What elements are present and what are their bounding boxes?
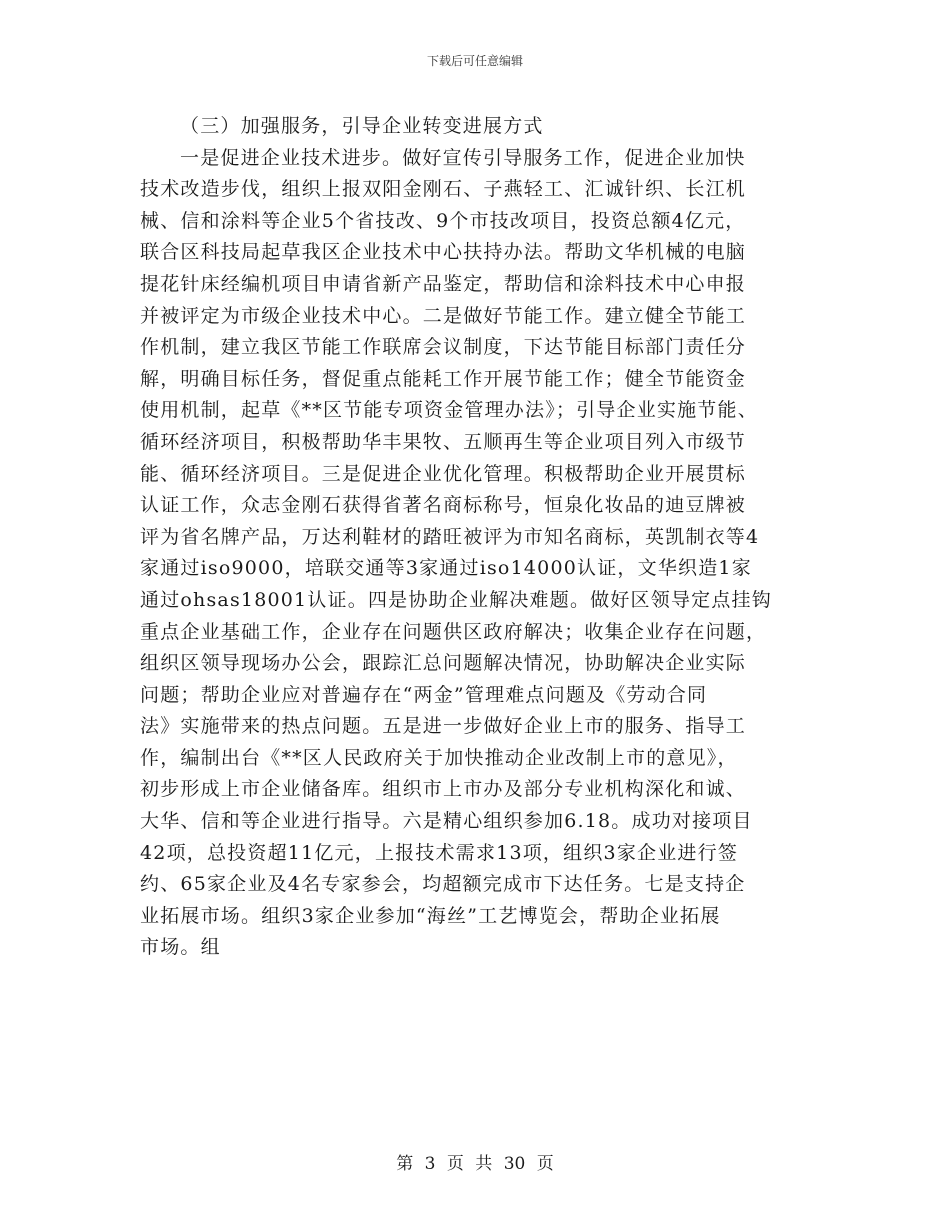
paragraph-line: 重点企业基础工作，企业存在问题供区政府解决；收集企业存在问题，: [140, 620, 767, 643]
paragraph-line: 使用机制，起草《**区节能专项资金管理办法》；引导企业实施节能、: [140, 399, 758, 422]
paragraph-line: 作机制，建立我区节能工作联席会议制度，下达节能目标部门责任分: [140, 336, 747, 359]
paragraph-line: 作，编制出台《**区人民政府关于加快推动企业改制上市的意见》，: [140, 746, 738, 769]
paragraph-line: 提花针床经编机项目申请省新产品鉴定，帮助信和涂料技术中心申报: [140, 272, 747, 295]
paragraph-line: 业拓展市场。组织3家企业参加“海丝”工艺博览会，帮助企业拓展: [140, 904, 721, 927]
paragraph-line: 循环经济项目，积极帮助华丰果牧、五顺再生等企业项目列入市级节: [140, 430, 747, 453]
paragraph-line: 评为省名牌产品，万达利鞋材的踏旺被评为市知名商标，英凯制衣等4: [140, 525, 760, 548]
paragraph-line: 初步形成上市企业储备库。组织市上市办及部分专业机构深化和诚、: [140, 778, 747, 801]
paragraph-line: 42项，总投资超11亿元，上报技术需求13项，组织3家企业进行签: [140, 841, 739, 864]
paragraph-line: 械、信和涂料等企业5个省技改、9个市技改项目，投资总额4亿元，: [140, 209, 746, 232]
section-heading: （三）加强服务，引导企业转变进展方式: [180, 115, 544, 137]
page-header: 下载后可任意编辑: [426, 54, 523, 68]
paragraph-line: 组织区领导现场办公会，跟踪汇总问题解决情况，协助解决企业实际: [140, 652, 747, 675]
paragraph-line: 市场。组: [140, 936, 221, 959]
paragraph-line: 技术改造步伐，组织上报双阳金刚石、子燕轻工、汇诚针织、长江机: [140, 178, 747, 201]
paragraph-line: 联合区科技局起草我区企业技术中心扶持办法。帮助文华机械的电脑: [140, 241, 747, 264]
paragraph-line: 法》实施带来的热点问题。五是进一步做好企业上市的服务、指导工: [140, 715, 747, 738]
paragraph-line: 家通过iso9000，培联交通等3家通过iso14000认证，文华织造1家: [140, 557, 752, 580]
paragraph-line: 能、循环经济项目。三是促进企业优化管理。积极帮助企业开展贯标: [140, 462, 747, 485]
body-text: [140, 111, 815, 964]
paragraph-line: 一是促进企业技术进步。做好宣传引导服务工作，促进企业加快: [180, 146, 746, 169]
paragraph-line: 问题；帮助企业应对普遍存在“两金”管理难点问题及《劳动合同: [140, 683, 708, 706]
paragraph-line: 通过ohsas18001认证。四是协助企业解决难题。做好区领导定点挂钩: [140, 588, 772, 611]
paragraph-line: 认证工作，众志金刚石获得省著名商标称号，恒泉化妆品的迪豆牌被: [140, 494, 747, 517]
paragraph-line: 约、65家企业及4名专家参会，均超额完成市下达任务。七是支持企: [140, 873, 746, 896]
paragraph-line: 并被评定为市级企业技术中心。二是做好节能工作。建立健全节能工: [140, 304, 747, 327]
paragraph-line: 解，明确目标任务，督促重点能耗工作开展节能工作；健全节能资金: [140, 367, 747, 390]
page-footer: 第 3 页 共 30 页: [396, 1154, 554, 1174]
paragraph-line: 大华、信和等企业进行指导。六是精心组织参加6.18。成功对接项目: [140, 810, 753, 833]
